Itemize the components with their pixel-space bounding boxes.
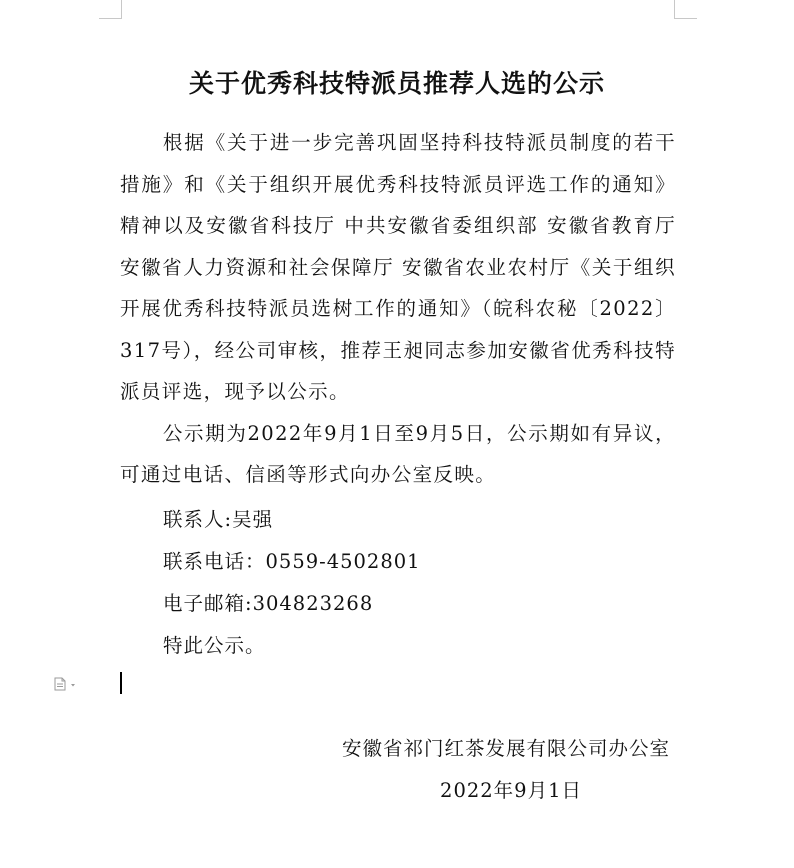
paste-options-icon[interactable] xyxy=(54,676,80,690)
contact-person: 联系人:吴强 xyxy=(163,508,274,531)
contact-phone: 联系电话：0559-4502801 xyxy=(163,550,421,573)
document-body xyxy=(120,122,676,496)
paragraph-publicity-period: 公示期为2022年9月1日至9月5日，公示期如有异议，可通过电话、信函等形式向办公室反映。 xyxy=(120,421,676,486)
text-cursor[interactable] xyxy=(120,672,122,694)
closing-statement: 特此公示。 xyxy=(163,634,266,657)
page-corner-mark-top-left xyxy=(99,0,122,19)
issuer-signature: 安徽省祁门红茶发展有限公司办公室 xyxy=(341,737,670,760)
contact-email: 电子邮箱:304823268 xyxy=(163,592,374,615)
page-corner-mark-top-right xyxy=(674,0,697,19)
paragraph-recommendation: 根据《关于进一步完善巩固坚持科技特派员制度的若干措施》和《关于组织开展优秀科技特派员评选工作的通知》精神以及安徽省科技厅 中共安徽省委组织部 安徽省教育厅 安徽省人力资源和社会保障厅 安徽省农业农村厅《关于组织开展优秀科技特派员选树工作的通知》（皖科农秘〔2022〕317号），经公司审核，推荐王昶同志参加安徽省优秀科技特派员评选，现予以公示。 xyxy=(120,131,676,403)
issue-date: 2022年9月1日 xyxy=(440,779,582,802)
document-title: 关于优秀科技特派员推荐人选的公示 xyxy=(188,69,605,98)
